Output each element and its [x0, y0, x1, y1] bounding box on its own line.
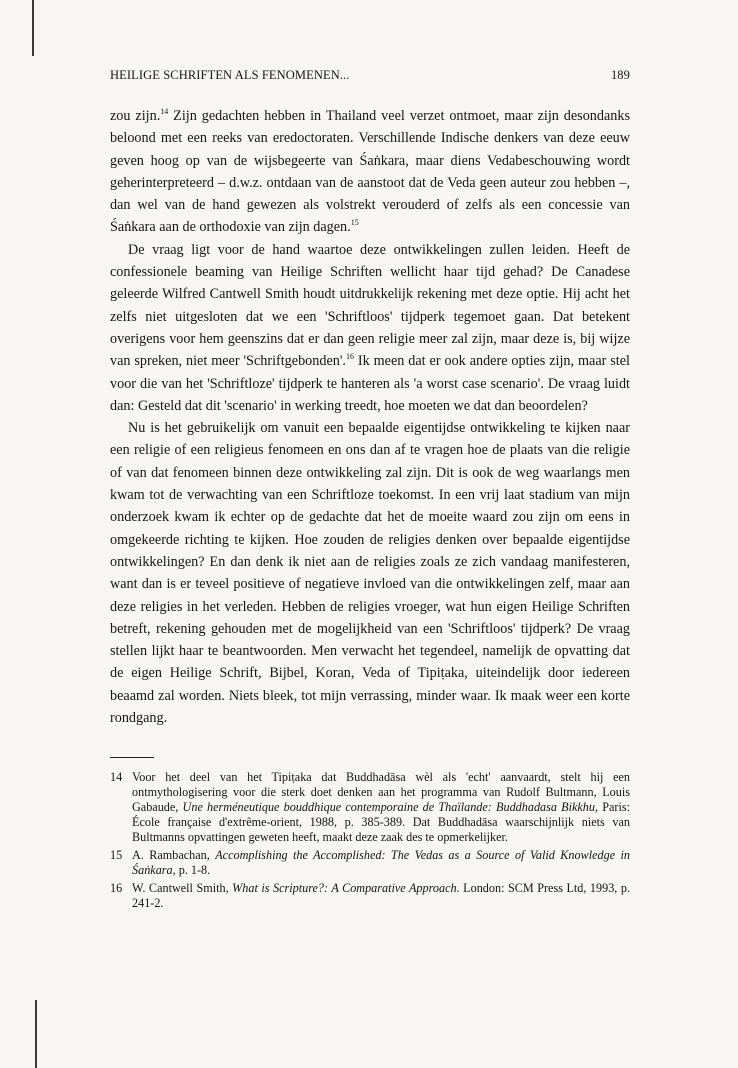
footnote — [110, 848, 630, 878]
text-run: Ik meen dat er ook andere opties zijn, maar stel voor die van het 'Schriftloze' tijdperk te hanteren als 'a worst case scenario'. De vraag luidt dan: Gesteld dat dit 'scenario' in werking treedt, hoe moeten we dat dan beoordelen? — [110, 353, 630, 414]
text-run: De vraag ligt voor de hand waartoe deze ontwikkelingen zullen leiden. Heeft de confessionele beaming van Heilige Schriften wellicht haar tijd gehad? De Canadese geleerde Wilfred Cantwell Smith houdt uitdrukkelijk rekening met deze optie. Hij acht het zelfs niet uitgesloten dat we een 'Schriftloos' tijdperk tegemoet gaan. Dat betekent overigens voor hem geenszins dat er dan geen religie meer zal zijn, maar deze is, bij wijze van spreken, niet meer 'Schriftgebonden'. — [110, 241, 630, 370]
footnote-ref[interactable]: 16 — [345, 352, 354, 362]
footnote-ref[interactable]: 15 — [350, 218, 359, 228]
body-text — [110, 105, 630, 729]
paragraph — [110, 417, 630, 729]
text-run: Zijn gedachten hebben in Thailand veel verzet ontmoet, maar zijn desondanks beloond met een reeks van eredoctoraten. Verschillende Indische denkers van deze eeuw geven hoog op van de wijsbegeerte van Śaṅkara, maar diens Vedabeschouwing wordt geherinterpreteerd – d.w.z. ontdaan van de aanstoot dat de Veda geen auteur zou hebben –, dan wel van de hand gewezen als volstrekt verouderd of zelfs als een concessie van Śaṅkara aan de orthodoxie van zijn dagen. — [110, 108, 630, 236]
paragraph — [110, 239, 630, 417]
book-page — [110, 68, 630, 914]
text-run: A. Rambachan, — [132, 848, 216, 863]
running-head — [110, 68, 630, 83]
text-run: London: SCM Press Ltd, 1993, p. 241-2. — [132, 881, 630, 911]
footnote-number: 14 — [110, 770, 123, 785]
margin-rule-bottom — [35, 1000, 37, 1068]
text-run: W. Cantwell Smith, — [132, 881, 233, 896]
paragraph — [110, 105, 630, 239]
text-run: Voor het deel van het Tipiṭaka dat Buddhadāsa wèl als 'echt' aanvaardt, stelt hij een ontmythologisering voor die sterk doet denken aan het programma van Rudolf Bultmann, Louis Gabaude, — [132, 770, 630, 815]
page-number: 189 — [610, 68, 630, 82]
text-run: Paris: École française d'extrême-orient, 1988, p. 385-389. Dat Buddhadāsa waarschijnlijk niets van Bultmanns opvattingen geweten heeft, maakt deze zaak des te opmerkelijker. — [132, 800, 630, 845]
footnote-text — [132, 770, 630, 845]
text-run: p. 1-8. — [175, 863, 211, 878]
footnote-divider — [110, 757, 154, 758]
footnotes — [110, 770, 630, 911]
footnote-number: 16 — [110, 881, 123, 896]
footnote-text — [132, 848, 630, 878]
italic-title: Accomplishing the Accomplished: The Vedas as a Source of Valid Knowledge in Śaṅkara, — [132, 848, 630, 878]
footnote-ref[interactable]: 14 — [160, 107, 169, 116]
running-head-title: HEILIGE SCHRIFTEN ALS FENOMENEN... — [110, 68, 350, 82]
text-run: Nu is het gebruikelijk om vanuit een bepaalde eigentijdse ontwikkeling te kijken naar een religie of een religieus fenomeen en ons dan af te vragen hoe de plaats van die religie of van dat fenomeen binnen deze ontwikkeling zal zijn. Dit is ook de weg waarlangs men kwam tot de verwachting van een Schriftloze toekomst. In een vrij laat stadium van mijn onderzoek kwam ik echter op de gedachte dat het de moeite waard zou zijn om eens in omgekeerde richting te kijken. Hoe zouden de religies denken over bepaalde eigentijdse ontwikkelingen? En dan denk ik niet aan de religies zoals ze zich vandaag manifesteren, want dan is er teveel positieve of negatieve invloed van die ontwikkelingen zelf, maar aan deze religies in het verleden. Hebben de religies vroeger, wat hun eigen Heilige Schriften betreft, rekening gehouden met de mogelijkheid van een 'Schriftloos' tijdperk? De vraag stellen lijkt haar te beantwoorden. Men verwacht het tegendeel, namelijk de opvatting dat de eigen Heilige Schrift, Bijbel, Koran, Veda of Tipiṭaka, uiteindelijk door iedereen beaamd zal worden. Niets bleek, tot mijn verrassing, minder waar. Ik maak weer een korte rondgang. — [110, 420, 630, 727]
footnote — [110, 881, 630, 911]
footnote-text — [132, 881, 630, 911]
footnote-number: 15 — [110, 848, 123, 863]
italic-title: What is Scripture?: A Comparative Approach. — [232, 881, 460, 896]
italic-title: Une herméneutique bouddhique contemporaine de Thaïlande: Buddhadasa Bikkhu, — [182, 800, 599, 815]
text-run: zou zijn. — [110, 108, 161, 124]
margin-rule-top — [32, 0, 34, 56]
footnote — [110, 770, 630, 845]
